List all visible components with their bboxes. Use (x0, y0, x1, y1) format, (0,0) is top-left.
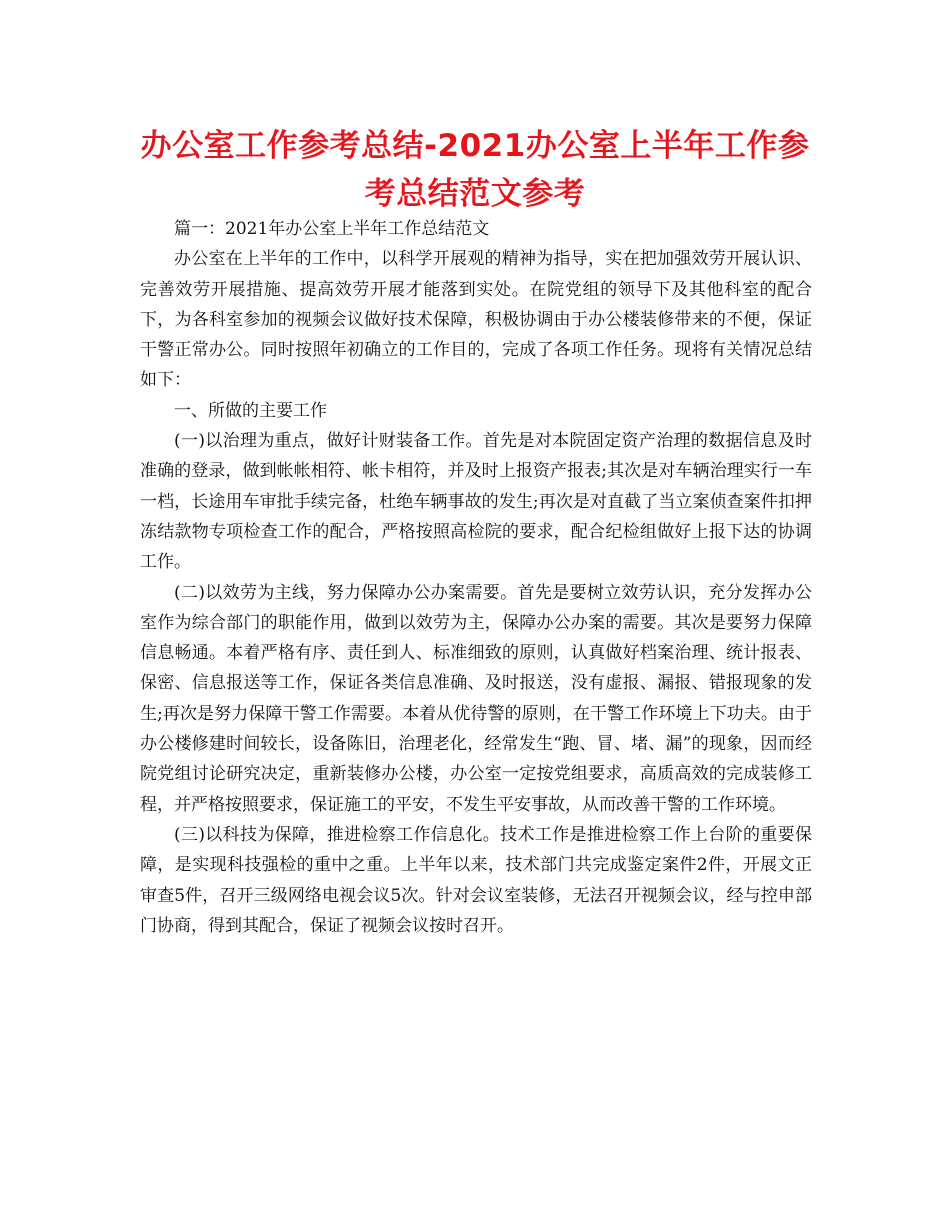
paragraph: (一)以治理为重点，做好计财装备工作。首先是对本院固定资产治理的数据信息及时准确的登录，做到帐帐相符、帐卡相符，并及时上报资产报表;其次是对车辆治理实行一车一档，长途用车审批手续完备，杜绝车辆事故的发生;再次是对直截了当立案侦查案件扣押冻结款物专项检查工作的配合，严格按照高检院的要求，配合纪检组做好上报下达的协调工作。 (140, 431, 812, 573)
document-title: 办公室工作参考总结-2021办公室上半年工作参考总结范文参考 (140, 128, 810, 212)
paragraph: 办公室在上半年的工作中，以科学开展观的精神为指导，实在把加强效劳开展认识、完善效劳开展措施、提高效劳开展才能落到实处。在院党组的领导下及其他科室的配合下，为各科室参加的视频会议做好技术保障，积极协调由于办公楼装修带来的不便，保证干警正常办公。同时按照年初确立的工作目的，完成了各项工作任务。现将有关情况总结如下： (140, 249, 812, 391)
section-heading: 篇一：2021年办公室上半年工作总结范文 (174, 219, 490, 239)
paragraph: (二)以效劳为主线，努力保障办公办案需要。首先是要树立效劳认识，充分发挥办公室作为综合部门的职能作用，做到以效劳为主，保障办公办案的需要。其次是要努力保障信息畅通。本着严格有序、责任到人、标准细致的原则，认真做好档案治理、统计报表、保密、信息报送等工作，保证各类信息准确、及时报送，没有虚报、漏报、错报现象的发生;再次是努力保障干警工作需要。本着从优待警的原则，在干警工作环境上下功夫。由于办公楼修建时间较长，设备陈旧，治理老化，经常发生“跑、冒、堵、漏”的现象，因而经院党组讨论研究决定，重新装修办公楼，办公室一定按党组要求，高质高效的完成装修工程，并严格按照要求，保证施工的平安，不发生平安事故，从而改善干警的工作环境。 (140, 582, 812, 815)
section-heading: 一、所做的主要工作 (174, 400, 327, 421)
document-body (140, 214, 812, 941)
paragraph: (三)以科技为保障，推进检察工作信息化。技术工作是推进检察工作上台阶的重要保障，是实现科技强检的重中之重。上半年以来，技术部门共完成鉴定案件2件，开展文正审查5件，召开三级网络电视会议5次。针对会议室装修，无法召开视频会议，经与控申部门协商，得到其配合，保证了视频会议按时召开。 (140, 824, 812, 936)
